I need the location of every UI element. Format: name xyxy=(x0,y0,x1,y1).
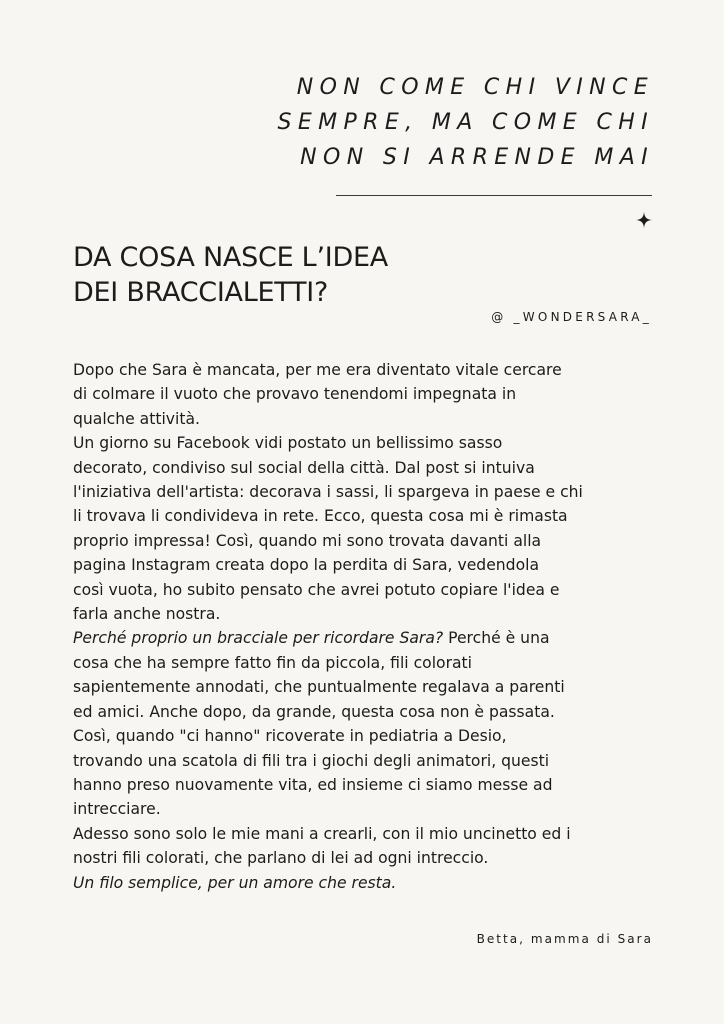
text-line: di colmare il vuoto che provavo tenendomi impegnata in xyxy=(73,385,517,404)
text-line: Così, quando "ci hanno" ricoverate in pediatria a Desio, xyxy=(73,727,507,746)
question-italic: Perché proprio un bracciale per ricordare Sara? xyxy=(73,629,444,648)
text-line: Adesso sono solo le mie mani a crearli, con il mio uncinetto ed i xyxy=(73,824,571,843)
social-handle: @ _WONDERSARA_ xyxy=(491,310,652,324)
text-line: sapientemente annodati, che puntualmente regalava a parenti xyxy=(73,678,565,697)
quote-line: NON COME CHI VINCE xyxy=(296,75,654,100)
text-line: cosa che ha sempre fatto fin da piccola, fili colorati xyxy=(73,653,472,672)
text-line: trovando una scatola di fili tra i giochi degli animatori, questi xyxy=(73,751,550,770)
text-line: hanno preso nuovamente vita, ed insieme ci siamo messe ad xyxy=(73,775,553,794)
text-line: così vuota, ho subito pensato che avrei potuto copiare l'idea e xyxy=(73,580,560,599)
story-text xyxy=(73,358,653,895)
question-rest: Perché è una xyxy=(443,629,550,648)
signature: Betta, mamma di Sara xyxy=(476,932,653,946)
text-line: Dopo che Sara è mancata, per me era diventato vitale cercare xyxy=(73,361,562,379)
text-line: l'iniziativa dell'artista: decorava i sassi, li spargeva in paese e chi xyxy=(73,483,583,502)
text-line: intrecciare. xyxy=(73,800,161,819)
divider xyxy=(336,195,652,196)
closing-line: Un filo semplice, per un amore che resta. xyxy=(73,873,397,892)
question-line xyxy=(73,626,653,650)
title-line: DA COSA NASCE L’IDEA xyxy=(73,242,388,273)
text-line: proprio impressa! Così, quando mi sono trovata davanti alla xyxy=(73,531,542,550)
text-line: pagina Instagram creata dopo la perdita di Sara, vedendola xyxy=(73,556,540,575)
text-line: li trovava li condivideva in rete. Ecco, questa cosa mi è rimasta xyxy=(73,507,568,526)
text-line: ed amici. Anche dopo, da grande, questa cosa non è passata. xyxy=(73,702,555,721)
text-line: qualche attività. xyxy=(73,409,200,428)
title-line: DEI BRACCIALETTI? xyxy=(73,277,329,308)
sparkle-icon xyxy=(636,212,652,228)
quote xyxy=(134,70,654,175)
text-line: decorato, condiviso sul social della città. Dal post si intuiva xyxy=(73,458,535,477)
quote-line: NON SI ARRENDE MAI xyxy=(300,145,654,170)
text-line: farla anche nostra. xyxy=(73,605,221,624)
text-line: nostri fili colorati, che parlano di lei ad ogni intreccio. xyxy=(73,849,489,868)
text-line: Un giorno su Facebook vidi postato un bellissimo sasso xyxy=(73,434,503,453)
quote-line: SEMPRE, MA COME CHI xyxy=(277,110,654,135)
page-title xyxy=(73,240,388,310)
